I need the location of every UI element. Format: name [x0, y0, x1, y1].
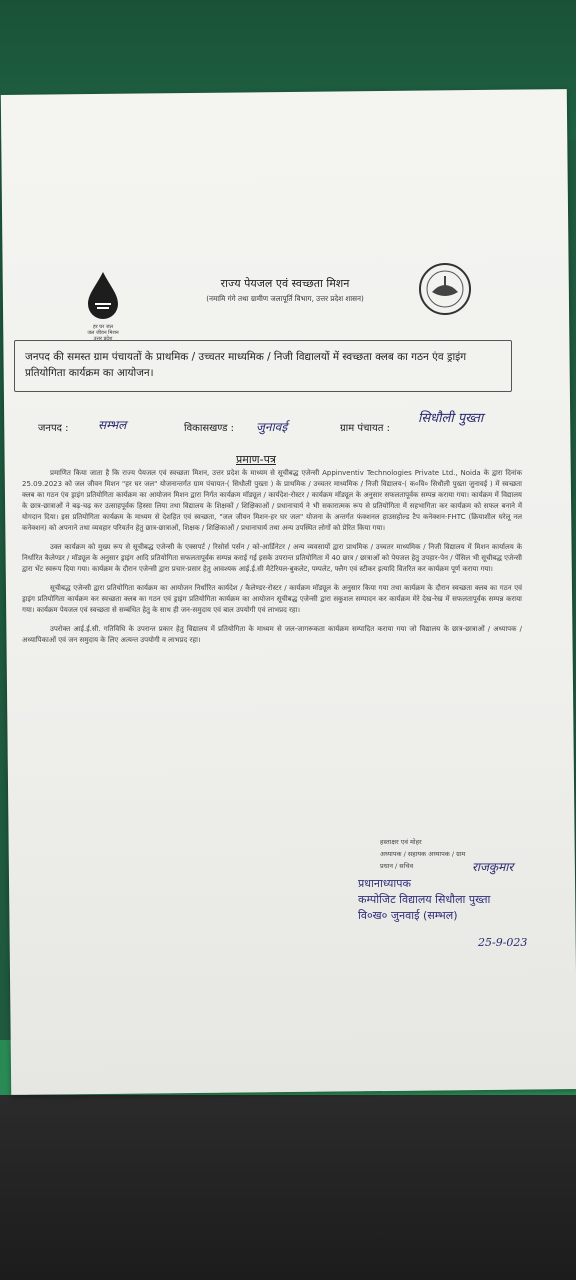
signature-label-1: हस्ताक्षर एवं मोहर [380, 838, 422, 846]
paragraph-1: प्रमाणित किया जाता है कि राज्य पेयजल एवं स्वच्छता मिशन, उत्तर प्रदेश के माध्यम से सूचीबद्ध एजेन्सी Appinventiv Technologies Private Ltd., Noida के द्वारा दिनांक 25.09.2023 को जल जीवन मिशन "हर घर जल" योजनान्तर्गत ग्राम पंचायत-( सिधौली पुख्ता ) के प्राथमिक / उच्चतर माध्यमिक / निजी विद्यालय-( क०वि० सिधौली पुख्ता जुनावई ) में स्वच्छता क्लब का गठन एंव ड्राइंग प्रतियोगिता कार्यक्रम का आयोजन मिशन द्वारा निर्गत कार्यक्रम मॉड्यूल / कार्यदेश-रोस्टर / कार्यक्रम मॉड्यूल के अनुसार सफलतापूर्वक सम्पन्न कराया गया। कार्यक्रम में विद्यालय के छात्र-छात्राओं ने बढ़-चढ़ कर उत्साहपूर्वक हिस्सा लिया तथा विद्यालय के शिक्षकों / शिक्षिकाओं / प्रधानाचार्य ने भी सकारात्मक रूप से प्रतियोगिता में सहभागिता कर कार्यक्रम को सफल बनाने में योगदान दिया। इस प्रतियोगिता कार्यक्रम के माध्यम से देशहित एवं स्वच्छता, "जल जीवन मिशन-हर घर जल" योजना के अन्तर्गत फंक्शनल हाउसहोल्ड टैप कनेक्शन-FHTC (क्रियाशील घरेलू नल कनेक्शन) को अपनाने तथा व्यवहार परिवर्तन हेतु छात्र-छात्राओं, शिक्षक / शिक्षिकाओं / प्रधानाचार्य तथा अन्य उपस्थित लोगों को प्रेरित किया गया। [22, 469, 522, 532]
district-label: जनपद : [38, 423, 69, 434]
district-value: सम्भल [98, 418, 127, 432]
paragraph-2: उक्त कार्यक्रम को मुख्य रूप से सूचीबद्ध एजेन्सी के एक्सपर्ट / रिसोर्स पर्सन / को-आर्डिनेटर / अन्य व्यवसायों द्वारा प्राथमिक / उच्चतर माध्यमिक / निजी विद्यालय में मिशन कार्यालय के निर्धारित कैलेण्डर / मॉड्यूल के अनुसार ड्राइंग आदि प्रतियोगिता सफलतापूर्वक सम्पन्न कराई गई इसके उपरान्त प्रतियोगिता में 40 छात्र / छात्राओं को पेयजल हेतु उपहार-पेन / पेंसिल भी सूचीबद्ध एजेन्सी द्वारा भेंट स्वरूप दिया गया। कार्यक्रम के दौरान एजेन्सी द्वारा प्रचार-प्रसार हेतु आवश्यक आई.ई.सी मैटेरियल-बुकलेट, पम्पलेट, फ्लैग एवं स्टीकर इत्यादि वितरित कर कार्यक्रम पूर्ण कराया गया। [22, 543, 522, 573]
panchayat-label: ग्राम पंचायत : [340, 423, 391, 434]
signature-label-2: अध्यापक / सहायक अध्यापक / ग्राम [380, 850, 466, 858]
signed-date: 25-9-023 [478, 936, 528, 949]
header-title: राज्य पेयजल एवं स्वच्छता मिशन [220, 277, 350, 290]
signature-labels [380, 836, 465, 872]
subject-banner: जनपद की समस्त ग्राम पंचायतों के प्राथमिक / उच्चतर माध्यमिक / निजी विद्यालयों में स्वच्छता क्लब का गठन एंव ड्राइंग प्रतियोगिता कार्यक्रम का आयोजन। [14, 340, 512, 392]
water-drop-logo-icon [78, 268, 128, 324]
stamp-line-1: प्रधानाध्यापक [358, 877, 411, 890]
certificate-heading: प्रमाण-पत्र [236, 453, 276, 466]
handwritten-signature: राजकुमार [472, 860, 514, 874]
paragraph-4: उपरोक्त आई.ई.सी. गतिविधि के उपरान्त प्रकार हेतु विद्यालय में प्रतियोगिता के माध्यम से जल-जागरूकता कार्यक्रम सम्पादित कराया गया जो विद्यालय के छात्र-छात्राओं / अध्यापक / अध्यापिकाओं एवं जन समुदाय के लिए अत्यन्त उपयोगी व लाभप्रद रहा। [22, 625, 522, 644]
panchayat-value: सिधौली पुख्ता [418, 411, 484, 426]
stamp-line-3: वि०ख० जुनवाई (सम्भल) [358, 909, 458, 922]
state-emblem-icon [418, 262, 472, 316]
signature-label-3: प्रधान / सचिव [380, 862, 414, 870]
background-floor [0, 1095, 576, 1280]
stamp-line-2: कम्पोजिट विद्यालय सिधौला पुख्ता [358, 893, 491, 906]
block-value: जुनावई [256, 420, 288, 434]
left-logo-caption: हर घर जल जल जीवन मिशन उत्तर प्रदेश [87, 324, 119, 342]
school-stamp [358, 876, 490, 924]
paragraph-3: सूचीबद्ध एजेन्सी द्वारा प्रतियोगिता कार्यक्रम का आयोजन निर्धारित कार्यदेश / कैलेण्डर-रोस्टर / कार्यक्रम मॉड्यूल के अनुसार किया गया तथा कार्यक्रम के दौरान स्वच्छता क्लब का गठन एवं ड्राइंग प्रतियोगिता कार्यक्रम कर स्वच्छता क्लब का गठन एवं ड्राइंग प्रतियोगिता कार्यक्रम का आयोजन सूचीबद्ध एजेन्सी द्वारा सकुशल सम्पादन कर कार्यक्रम मेरे देख-रेख में सफलतापूर्वक सम्पन्न कराया गया। कार्यक्रम पेयजल एवं स्वच्छता से सम्बंधित हेतु के साथ ही जन-समुदाय एवं बाल उपयोगी एवं लाभप्रद रहा। [22, 584, 522, 614]
block-label: विकासखण्ड : [184, 423, 235, 434]
header-subtitle: (नमामि गंगे तथा ग्रामीण जलापूर्ति विभाग, उत्तर प्रदेश शासन) [206, 294, 364, 303]
certificate-body [22, 468, 522, 654]
